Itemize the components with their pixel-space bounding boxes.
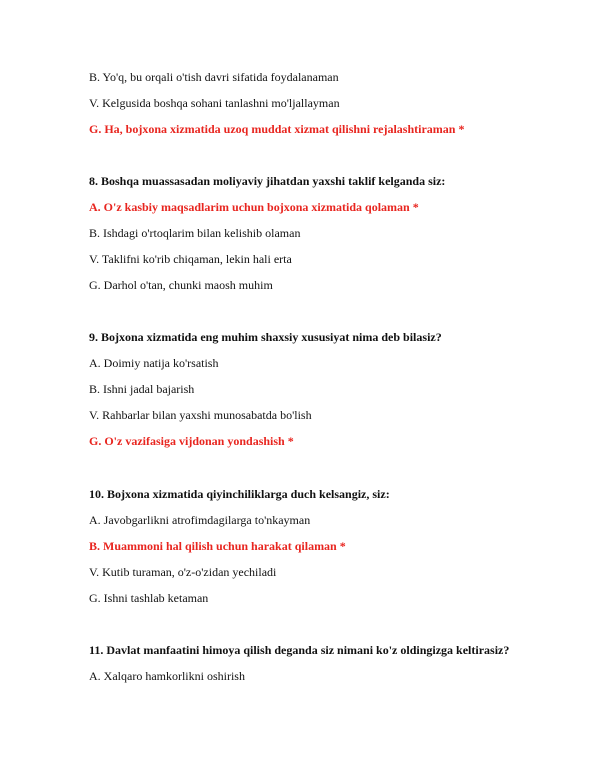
answer-option-v: V. Kelgusida boshqa sohani tanlashni mo'ljallayman xyxy=(89,96,340,110)
question-10: 10. Bojxona xizmatida qiyinchiliklarga duch kelsangiz, siz: xyxy=(89,487,390,501)
question-8: 8. Boshqa muassasadan moliyaviy jihatdan yaxshi taklif kelganda siz: xyxy=(89,174,446,188)
correct-answer-option-b: B. Muammoni hal qilish uchun harakat qilaman * xyxy=(89,539,346,553)
correct-answer-option-a: A. O'z kasbiy maqsadlarim uchun bojxona xizmatida qolaman * xyxy=(89,200,419,214)
question-11: 11. Davlat manfaatini himoya qilish deganda siz nimani ko'z oldingizga keltirasiz? xyxy=(89,643,510,657)
answer-option-a: A. Javobgarlikni atrofimdagilarga to'nkayman xyxy=(89,513,311,527)
correct-answer-option-g: G. Ha, bojxona xizmatida uzoq muddat xizmat qilishni rejalashtiraman * xyxy=(89,122,465,136)
answer-option-g: G. Ishni tashlab ketaman xyxy=(89,591,209,605)
answer-option-v: V. Kutib turaman, o'z-o'zidan yechiladi xyxy=(89,565,277,579)
answer-option-b: B. Ishdagi o'rtoqlarim bilan kelishib olaman xyxy=(89,226,301,240)
question-9: 9. Bojxona xizmatida eng muhim shaxsiy xususiyat nima deb bilasiz? xyxy=(89,330,442,344)
correct-answer-option-g: G. O'z vazifasiga vijdonan yondashish * xyxy=(89,434,294,448)
answer-option-a: A. Xalqaro hamkorlikni oshirish xyxy=(89,669,245,683)
answer-option-a: A. Doimiy natija ko'rsatish xyxy=(89,356,219,370)
answer-option-b: B. Ishni jadal bajarish xyxy=(89,382,195,396)
answer-option-b: B. Yo'q, bu orqali o'tish davri sifatida foydalanaman xyxy=(89,70,339,84)
answer-option-g: G. Darhol o'tan, chunki maosh muhim xyxy=(89,278,273,292)
answer-option-v: V. Rahbarlar bilan yaxshi munosabatda bo'lish xyxy=(89,408,312,422)
answer-option-v: V. Taklifni ko'rib chiqaman, lekin hali erta xyxy=(89,252,292,266)
